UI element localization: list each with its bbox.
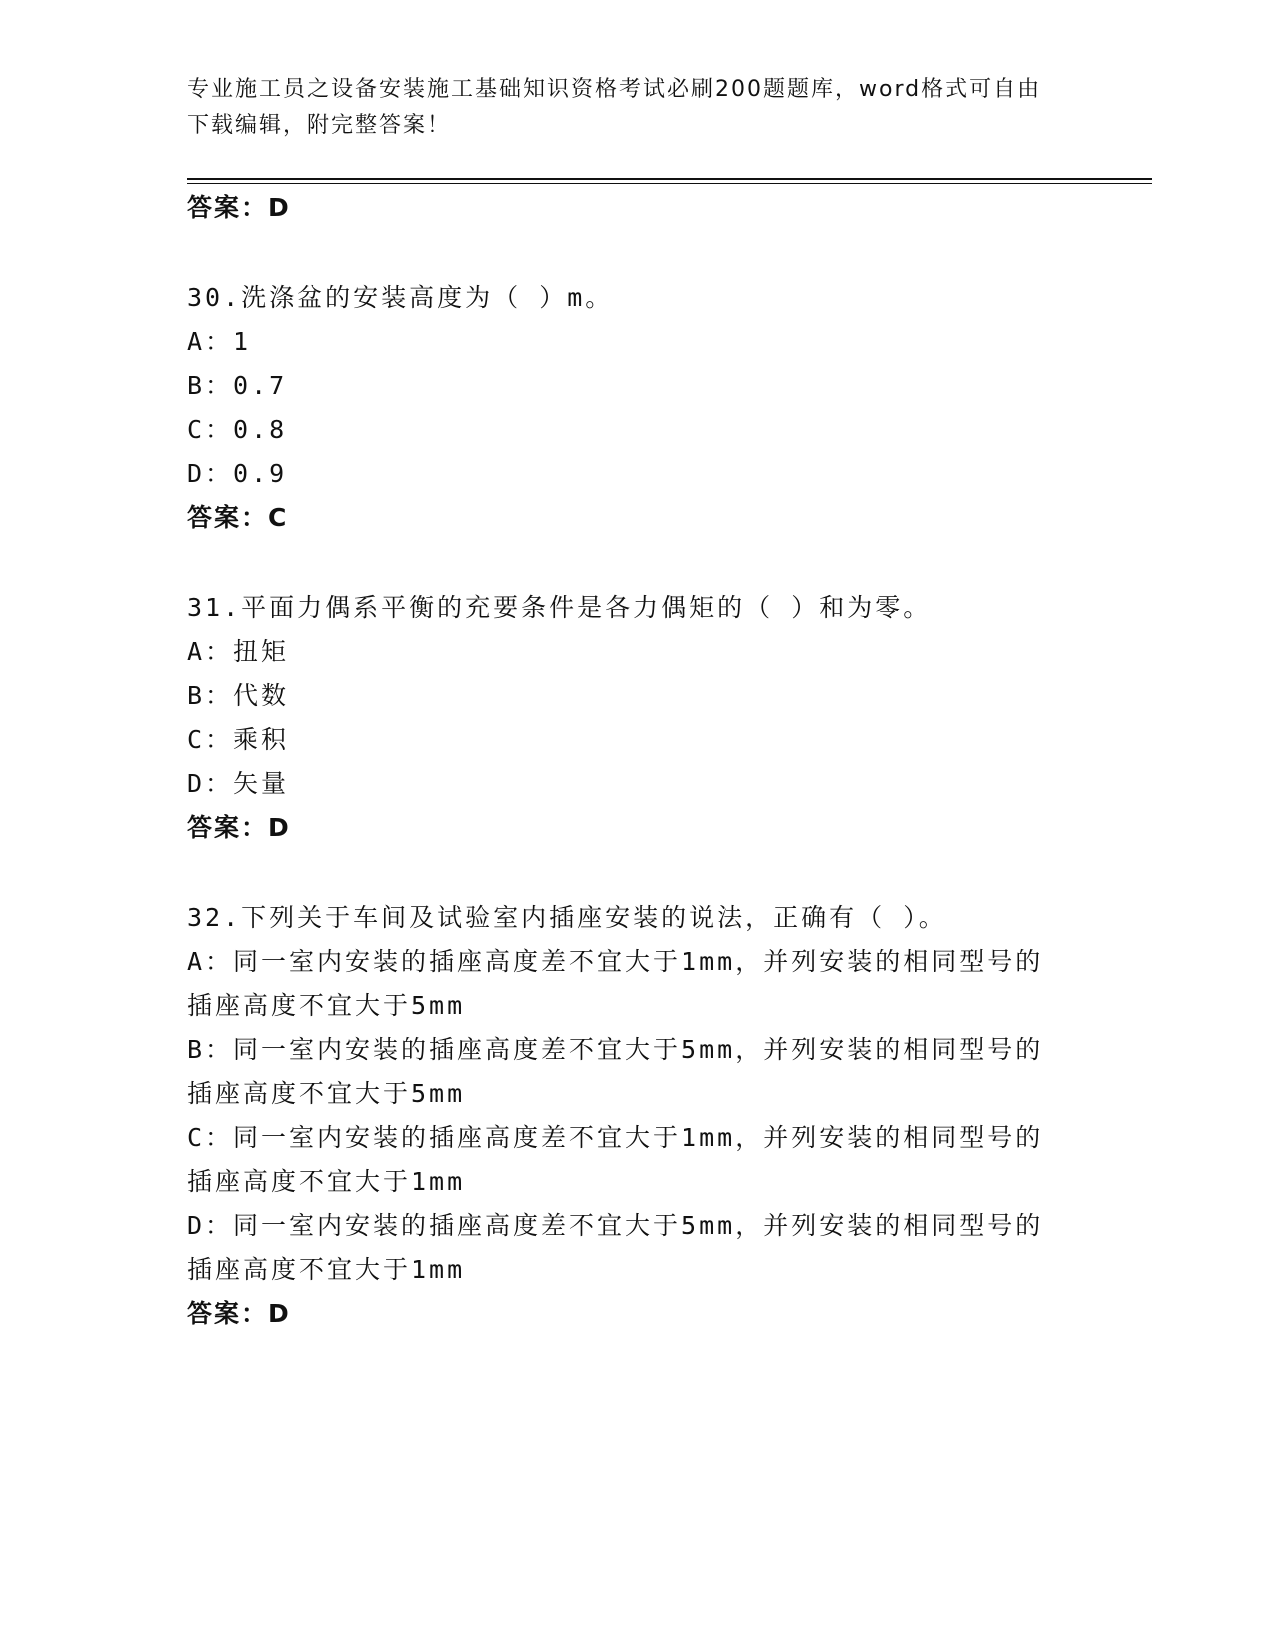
question-30-answer: 答案：C	[187, 503, 289, 532]
question-32-option-b-line2: 插座高度不宜大于5mm	[187, 1079, 466, 1108]
question-32-option-c-line2: 插座高度不宜大于1mm	[187, 1167, 466, 1196]
question-32-stem: 32.下列关于车间及试验室内插座安装的说法，正确有（ ）。	[187, 903, 947, 932]
header-line-2: 下载编辑，附完整答案！	[187, 113, 452, 138]
question-32-option-d-line2: 插座高度不宜大于1mm	[187, 1255, 466, 1284]
prev-answer: 答案：D	[187, 193, 291, 222]
question-32-option-c-line1: C：同一室内安装的插座高度差不宜大于1mm，并列安装的相同型号的	[187, 1123, 1044, 1152]
question-31-option-b: B：代数	[187, 681, 290, 710]
question-32-option-b-line1: B：同一室内安装的插座高度差不宜大于5mm，并列安装的相同型号的	[187, 1035, 1044, 1064]
question-30-option-c: C：0.8	[187, 415, 288, 444]
header-divider-thin	[187, 183, 1152, 184]
header-line-1: 专业施工员之设备安装施工基础知识资格考试必刷200题题库，word格式可自由	[187, 77, 1042, 102]
question-30-option-a: A：1	[187, 327, 252, 356]
question-32-option-d-line1: D：同一室内安装的插座高度差不宜大于5mm，并列安装的相同型号的	[187, 1211, 1044, 1240]
question-31-option-c: C：乘积	[187, 725, 290, 754]
question-32-option-a-line1: A：同一室内安装的插座高度差不宜大于1mm，并列安装的相同型号的	[187, 947, 1044, 976]
header-divider	[187, 178, 1152, 180]
question-32-answer: 答案：D	[187, 1299, 291, 1328]
question-31-stem: 31.平面力偶系平衡的充要条件是各力偶矩的（ ）和为零。	[187, 593, 932, 622]
question-31-answer: 答案：D	[187, 813, 291, 842]
question-31-option-a: A：扭矩	[187, 637, 290, 666]
question-30-option-b: B：0.7	[187, 371, 288, 400]
question-31-option-d: D：矢量	[187, 769, 290, 798]
question-32-option-a-line2: 插座高度不宜大于5mm	[187, 991, 466, 1020]
question-30-stem: 30.洗涤盆的安装高度为（ ）m。	[187, 283, 614, 312]
question-30-option-d: D：0.9	[187, 459, 288, 488]
document-header	[187, 72, 1067, 144]
